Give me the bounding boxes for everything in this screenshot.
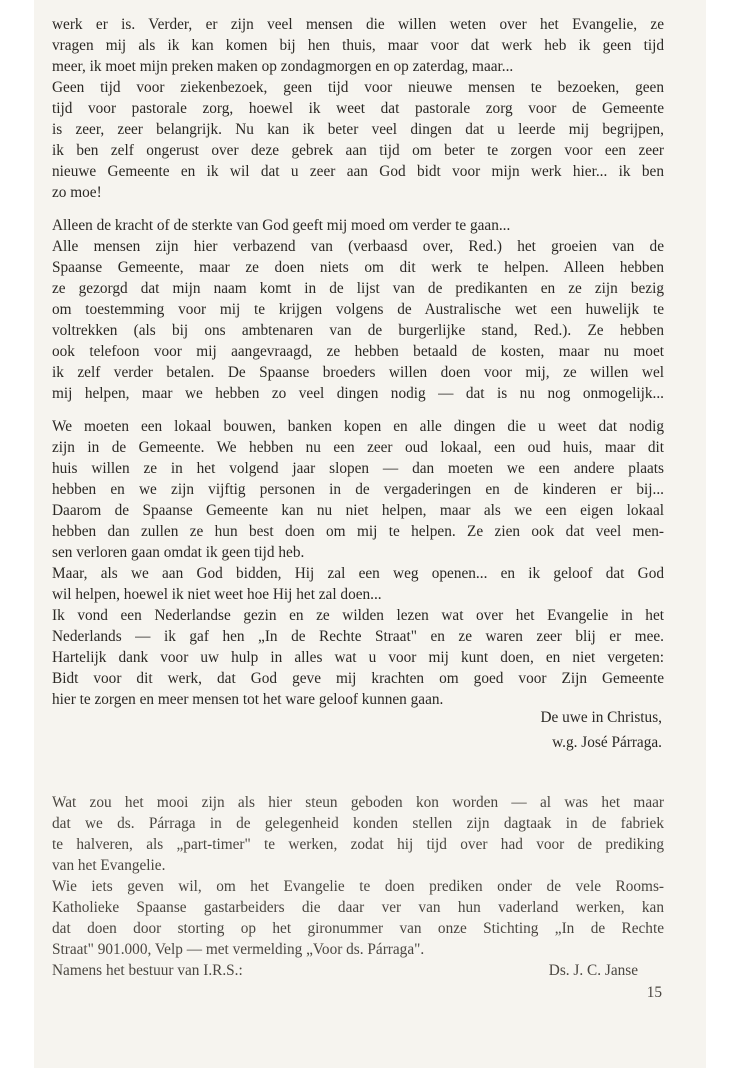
text-line: hier te zorgen en meer mensen tot het ware geloof kunnen gaan.: [52, 691, 444, 708]
text-line: ik zelf verder betalen. De Spaanse broeders willen doen voor mij, ze willen wel: [52, 364, 664, 381]
text-line: om toestemming voor mij te krijgen volgens de Australische wet een huwelijk te: [52, 301, 664, 318]
text-line: Geen tijd voor ziekenbezoek, geen tijd voor nieuwe mensen te bezoeken, geen: [52, 79, 664, 96]
text-line: dat we ds. Párraga in de gelegenheid konden stellen zijn dagtaak in de fabriek: [52, 815, 664, 832]
text-line: Nederlands — ik gaf hen „In de Rechte Straat" en ze waren zeer blij er mee.: [52, 628, 664, 645]
text-line: Maar, als we aan God bidden, Hij zal een weg openen... en ik geloof dat God: [52, 565, 664, 582]
text-line: hebben en we zijn vijftig personen in de vergaderingen en de kinderen er bij...: [52, 481, 664, 498]
text-line: Daarom de Spaanse Gemeente kan nu niet helpen, maar als we een eigen lokaal: [52, 502, 664, 519]
page-number: 15: [646, 984, 662, 1001]
text-line: Spaanse Gemeente, maar ze doen niets om dit werk te helpen. Alleen hebben: [52, 259, 664, 276]
text-line: van het Evangelie.: [52, 857, 166, 874]
text-line: Alle mensen zijn hier verbazend van (verbaasd over, Red.) het groeien van de: [52, 238, 664, 255]
text-line: mij helpen, maar we hebben zo veel dingen nodig — dat is nu nog onmogelijk...: [52, 385, 664, 402]
text-line: dat doen door storting op het gironummer van onze Stichting „In de Rechte: [52, 920, 664, 937]
text-line: nieuwe Gemeente en ik wil dat u zeer aan God bidt voor mijn werk hier... ik ben: [52, 163, 664, 180]
letter-closing: De uwe in Christus,: [540, 709, 662, 726]
text-line: zo moe!: [52, 184, 102, 201]
letter-signature: w.g. José Párraga.: [552, 734, 662, 751]
text-line: voltrekken (als bij ons ambtenaren van de burgerlijke stand, Red.). Ze hebben: [52, 322, 664, 339]
text-line: te halveren, als „part-timer" te werken, zodat hij tijd over had voor de prediking: [52, 836, 664, 853]
text-line: tijd voor pastorale zorg, hoewel ik weet dat pastorale zorg voor de Gemeente: [52, 100, 664, 117]
text-line: Wie iets geven wil, om het Evangelie te doen prediken onder de vele Rooms-: [52, 878, 664, 895]
text-line: Alleen de kracht of de sterkte van God geeft mij moed om verder te gaan...: [52, 217, 511, 234]
text-line: hebben dan zullen ze hun best doen om mij te helpen. Ze zien ook dat veel men-: [52, 523, 664, 540]
document-page: [34, 0, 706, 1068]
text-line: sen verloren gaan omdat ik geen tijd heb.: [52, 544, 305, 561]
appeal-paragraph: [52, 792, 664, 960]
appeal-author: Ds. J. C. Janse: [548, 962, 638, 979]
board-signoff: [52, 960, 664, 981]
text-line: werk er is. Verder, er zijn veel mensen die willen weten over het Evangelie, ze: [52, 16, 664, 33]
text-line: meer, ik moet mijn preken maken op zondagmorgen en op zaterdag, maar...: [52, 58, 514, 75]
text-line: ook telefoon voor mij aangevraagd, ze hebben betaald de kosten, maar nu moet: [52, 343, 664, 360]
letter-paragraph-3: [52, 416, 664, 710]
text-line: Katholieke Spaanse gastarbeiders die daar ver van hun vaderland werken, kan: [52, 899, 664, 916]
text-line: Bidt voor dit werk, dat God geve mij krachten om goed voor Zijn Gemeente: [52, 670, 664, 687]
text-line: huis willen ze in het volgend jaar slopen — dan moeten we een andere plaats: [52, 460, 664, 477]
text-line: zijn in de Gemeente. We hebben nu een zeer oud lokaal, een oud huis, maar dit: [52, 439, 664, 456]
text-line: Wat zou het mooi zijn als hier steun geboden kon worden — al was het maar: [52, 794, 664, 811]
text-line: We moeten een lokaal bouwen, banken kopen en alle dingen die u weet dat nodig: [52, 418, 664, 435]
text-line: vragen mij als ik kan komen bij hen thuis, maar voor dat werk heb ik geen tijd: [52, 37, 664, 54]
letter-paragraph-1: [52, 14, 664, 203]
board-label: Namens het bestuur van I.R.S.:: [52, 962, 243, 979]
letter-paragraph-2: [52, 215, 664, 404]
text-line: wil helpen, hoewel ik niet weet hoe Hij het zal doen...: [52, 586, 382, 603]
text-line: ik ben zelf ongerust over deze gebrek aan tijd om beter te zorgen voor een zeer: [52, 142, 664, 159]
text-line: ze gezorgd dat mijn naam komt in de lijst van de predikanten en ze zijn bezig: [52, 280, 664, 297]
text-line: is zeer, zeer belangrijk. Nu kan ik beter veel dingen dat u leerde mij begrijpen,: [52, 121, 664, 138]
text-line: Straat" 901.000, Velp — met vermelding „Voor ds. Párraga".: [52, 941, 425, 958]
text-line: Ik vond een Nederlandse gezin en ze wilden lezen wat over het Evangelie in het: [52, 607, 664, 624]
text-line: Hartelijk dank voor uw hulp in alles wat u voor mij kunt doen, en niet vergeten:: [52, 649, 664, 666]
